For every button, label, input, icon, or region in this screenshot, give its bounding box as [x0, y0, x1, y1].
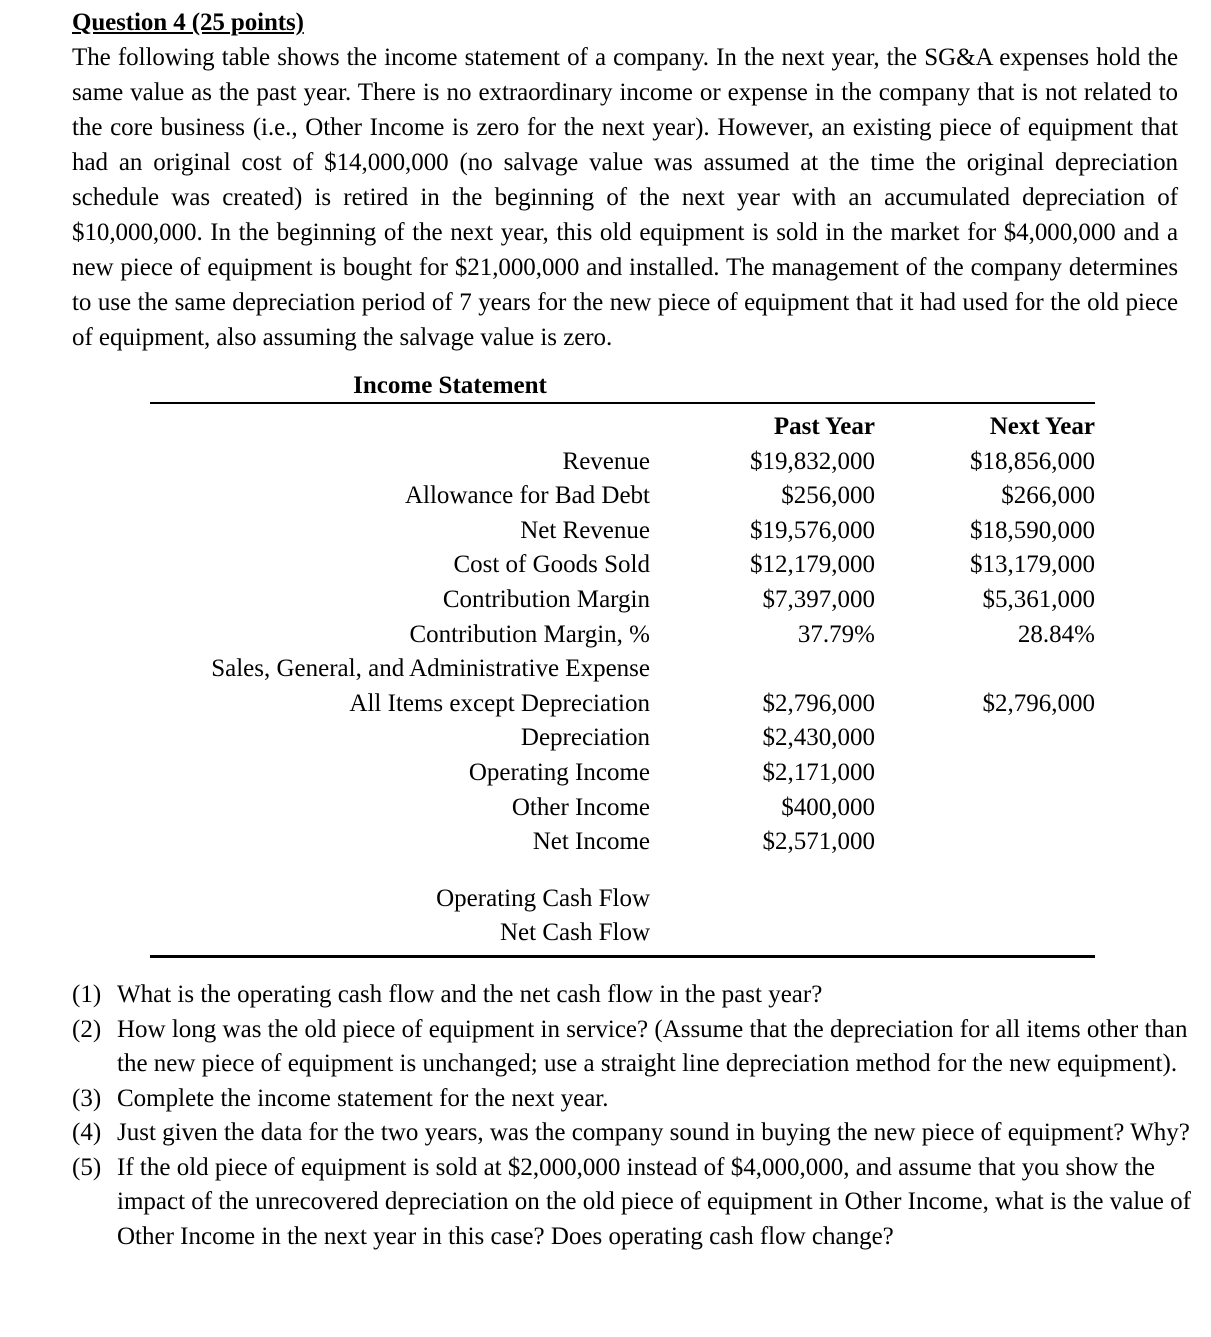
income-statement-table — [150, 372, 1095, 958]
row-label: All Items except Depreciation — [349, 689, 650, 717]
row-value-next-year: $5,361,000 — [982, 585, 1095, 613]
table-row — [150, 825, 1095, 860]
row-label: Other Income — [511, 793, 650, 821]
row-value-past-year: $19,576,000 — [750, 516, 875, 544]
table-row — [150, 721, 1095, 756]
question-text: If the old piece of equipment is sold at $2,000,000 instead of $4,000,000, and assume that you show the impact of the unrecovered depreciation on the old piece of equipment in Other Income, what is the value of Other Income in the next year in this case? Does operating cash flow change? — [117, 1153, 1191, 1250]
row-value-next-year — [875, 756, 1095, 791]
question-text: Complete the income statement for the next year. — [117, 1084, 609, 1112]
row-value-next-year — [875, 721, 1095, 756]
row-value-next-year: $2,796,000 — [982, 689, 1095, 717]
table-row-cash-flow — [150, 916, 1095, 951]
column-header-past-year: Past Year — [773, 413, 875, 440]
question-text: How long was the old piece of equipment in service? (Assume that the depreciation for all items other than the new piece of equipment is unchanged; use a straight line depreciation method for the new equipment). — [117, 1015, 1188, 1077]
row-label: Net Cash Flow — [500, 919, 650, 947]
row-label: Depreciation — [520, 724, 650, 752]
question-number: (3) — [72, 1084, 102, 1112]
row-value-next-year — [875, 916, 1095, 951]
row-value-past-year: $7,397,000 — [762, 585, 875, 613]
question-item — [72, 1082, 1192, 1117]
question-number: (1) — [72, 981, 102, 1008]
question-number: (5) — [72, 1153, 102, 1181]
row-label: Operating Income — [468, 758, 650, 786]
row-label: Cost of Goods Sold — [453, 551, 650, 579]
table-row — [150, 687, 1095, 722]
spacer-cell — [150, 860, 650, 882]
row-value-past-year: $19,832,000 — [750, 447, 875, 475]
row-label: Net Revenue — [520, 516, 650, 544]
intro-paragraph: The following table shows the income statement of a company. In the next year, the SG&A expenses hold the same value as the past year. There is no extraordinary income or expense in the company that is not related to the core business (i.e., Other Income is zero for the next year). However, an existing piece of equipment that had an original cost of $14,000,000 (no salvage value was assumed at the time the original depreciation schedule was created) is retired in the beginning of the next year with an accumulated depreciation of $10,000,000. In the beginning of the next year, this old equipment is sold in the market for $4,000,000 and a new piece of equipment is bought for $21,000,000 and installed. The management of the company determines to use the same depreciation period of 7 years for the new piece of equipment that it had used for the old piece of equipment, also assuming the salvage value is zero. — [72, 44, 1178, 351]
table-row — [150, 583, 1095, 618]
table-row — [150, 652, 1095, 687]
table-row — [150, 791, 1095, 826]
table-row — [150, 479, 1095, 514]
row-value-next-year — [875, 882, 1095, 917]
row-label: Contribution Margin — [442, 585, 650, 613]
row-value-next-year: $18,856,000 — [970, 447, 1095, 475]
question-number: (2) — [72, 1015, 102, 1043]
spacer-cell — [650, 860, 875, 882]
row-value-past-year: $400,000 — [781, 793, 875, 821]
question-item — [72, 1116, 1192, 1151]
income-statement-grid — [150, 410, 1095, 951]
row-value-past-year — [650, 652, 875, 687]
row-value-next-year: $266,000 — [1001, 482, 1095, 510]
question-text: Just given the data for the two years, was the company sound in buying the new piece of equipment? Why? — [117, 1119, 1190, 1146]
table-row — [150, 756, 1095, 791]
row-label: Net Income — [532, 828, 650, 856]
question-item — [72, 1013, 1192, 1082]
row-value-next-year — [875, 791, 1095, 826]
income-statement-title: Income Statement — [353, 372, 547, 399]
spacer-cell — [875, 860, 1095, 882]
row-value-past-year: $2,796,000 — [762, 689, 875, 717]
table-header-row — [150, 410, 1095, 445]
question-text: What is the operating cash flow and the net cash flow in the past year? — [117, 981, 823, 1008]
row-value-next-year: $13,179,000 — [970, 551, 1095, 579]
row-value-past-year: $2,430,000 — [762, 724, 875, 752]
row-value-next-year: $18,590,000 — [970, 516, 1095, 544]
row-label: Sales, General, and Administrative Expense — [211, 655, 650, 683]
question-heading: Question 4 (25 points) — [72, 9, 304, 36]
column-header-next-year: Next Year — [989, 413, 1095, 440]
table-row — [150, 445, 1095, 480]
row-value-past-year: 37.79% — [797, 620, 875, 648]
question-item — [72, 1151, 1192, 1255]
row-label: Revenue — [562, 447, 650, 475]
table-row — [150, 514, 1095, 549]
row-value-past-year — [650, 916, 875, 951]
row-value-past-year: $2,571,000 — [762, 828, 875, 856]
table-top-rule — [150, 402, 1095, 404]
table-row — [150, 618, 1095, 653]
question-list — [72, 978, 1192, 1254]
table-row — [150, 548, 1095, 583]
column-header-blank — [150, 410, 650, 445]
row-value-past-year: $2,171,000 — [762, 758, 875, 786]
row-value-next-year — [875, 652, 1095, 687]
table-bottom-rule — [150, 955, 1095, 958]
question-number: (4) — [72, 1119, 102, 1146]
row-value-past-year: $12,179,000 — [750, 551, 875, 579]
row-value-next-year — [875, 825, 1095, 860]
row-label: Contribution Margin, % — [409, 620, 650, 648]
row-label: Allowance for Bad Debt — [404, 482, 650, 510]
question-item — [72, 978, 1192, 1013]
row-label: Operating Cash Flow — [436, 884, 650, 912]
row-value-next-year: 28.84% — [1017, 620, 1095, 648]
row-value-past-year: $256,000 — [781, 482, 875, 510]
table-row-cash-flow — [150, 882, 1095, 917]
row-value-past-year — [650, 882, 875, 917]
table-spacer-row — [150, 860, 1095, 882]
